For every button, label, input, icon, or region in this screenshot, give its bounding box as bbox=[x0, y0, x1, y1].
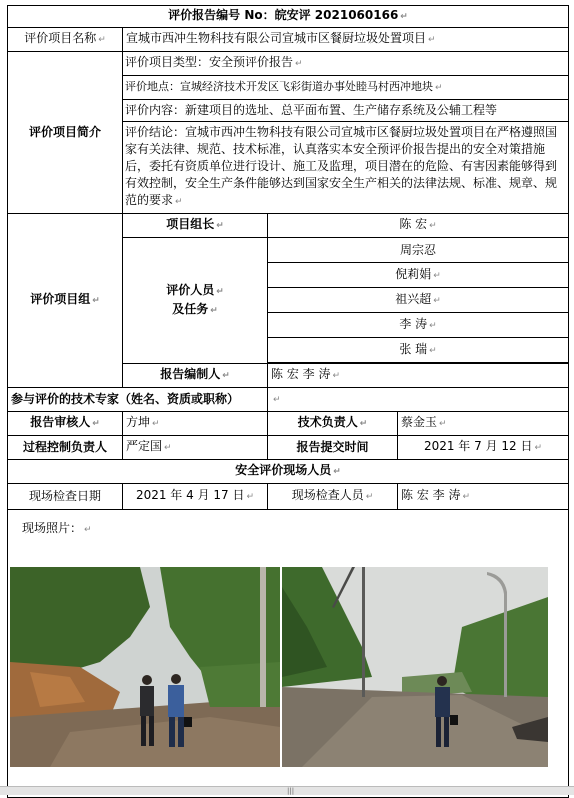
return-arrow-icon: ↵ bbox=[428, 35, 436, 45]
member-name: 张 瑞 ↵ bbox=[268, 338, 569, 363]
summary-content bbox=[123, 52, 569, 214]
return-arrow-icon: ↵ bbox=[534, 443, 543, 453]
site-photo-right bbox=[282, 567, 548, 767]
site-people: 陈 宏 李 涛 ↵ bbox=[398, 484, 569, 510]
return-arrow-icon: ↵ bbox=[359, 419, 368, 429]
reviewer-label: 报告审核人 ↵ bbox=[8, 412, 123, 436]
return-arrow-icon: ↵ bbox=[429, 221, 437, 231]
summary-type: 评价项目类型：安全预评价报告 ↵ bbox=[123, 52, 568, 76]
experts-value bbox=[268, 388, 569, 412]
summary-location: 评价地点：宣城经济技术开发区飞彩街道办事处睦马村西冲地块 ↵ bbox=[123, 76, 568, 100]
return-arrow-icon: ↵ bbox=[152, 419, 160, 429]
process-name: 严定国 ↵ bbox=[123, 436, 268, 460]
return-arrow-icon: ↵ bbox=[216, 221, 224, 231]
return-arrow-icon: ↵ bbox=[333, 467, 341, 477]
summary-scope: 评价内容：新建项目的选址、总平面布置、生产储存系统及公辅工程等 bbox=[123, 100, 568, 122]
summary-label: 评价项目简介 bbox=[8, 52, 123, 214]
return-arrow-icon: ↵ bbox=[210, 305, 218, 316]
return-arrow-icon: ↵ bbox=[222, 371, 230, 381]
reviewer-name: 方坤 ↵ bbox=[123, 412, 268, 436]
summary-conclusion: 评价结论：宣城市西冲生物科技有限公司宣城市区餐厨垃圾处置项目在严格遵照国家有关法律、规范、技术标准，认真落实本安全预评价报告提出的安全对策措施后，委托有资质单位进行设计、施工及监理，项目潜在的危险、有害因素能够得到有效控制，安全生产条件能够达到国家安全生产相关的法律法规、标准、规章、规范的要求 ↵ bbox=[125, 125, 558, 207]
experts-label: 参与评价的技术专家（姓名、资质或职称） bbox=[8, 388, 268, 412]
return-arrow-icon: ↵ bbox=[295, 59, 303, 69]
return-arrow-icon: ↵ bbox=[400, 12, 408, 22]
leader-name: 陈 宏 ↵ bbox=[268, 214, 569, 238]
return-arrow-icon: ↵ bbox=[246, 492, 255, 502]
editor-label: 报告编制人 ↵ bbox=[123, 364, 268, 388]
members-label: 评价人员 ↵ 及任务 ↵ bbox=[123, 238, 268, 364]
member-name: 李 涛 ↵ bbox=[268, 313, 569, 338]
photo-strip bbox=[22, 567, 554, 787]
site-photo-left-image bbox=[10, 567, 280, 767]
return-arrow-icon: ↵ bbox=[164, 443, 172, 453]
leader-label: 项目组长 ↵ bbox=[123, 214, 268, 238]
return-arrow-icon: ↵ bbox=[98, 35, 106, 45]
return-arrow-icon: ↵ bbox=[433, 295, 441, 306]
return-arrow-icon: ↵ bbox=[92, 296, 100, 306]
scroll-tick-icon: ||| bbox=[287, 787, 295, 795]
submit-date: 2021 年 7 月 12 日 ↵ bbox=[398, 436, 569, 460]
team-label: 评价项目组 ↵ bbox=[8, 214, 123, 388]
evaluation-info-table bbox=[7, 5, 569, 798]
return-arrow-icon: ↵ bbox=[435, 83, 443, 93]
return-arrow-icon: ↵ bbox=[433, 270, 441, 281]
return-arrow-icon: ↵ bbox=[92, 419, 100, 429]
return-arrow-icon: ↵ bbox=[365, 492, 374, 502]
project-name-label: 评价项目名称 ↵ bbox=[8, 28, 123, 52]
return-arrow-icon: ↵ bbox=[332, 371, 340, 381]
site-photo-right-image bbox=[282, 567, 548, 767]
tech-lead-name: 蔡金玉 ↵ bbox=[398, 412, 569, 436]
return-arrow-icon: ↵ bbox=[273, 395, 281, 405]
tech-lead-label: 技术负责人 ↵ bbox=[268, 412, 398, 436]
return-arrow-icon: ↵ bbox=[175, 197, 183, 207]
return-arrow-icon: ↵ bbox=[462, 492, 470, 502]
photos-label: 现场照片： ↵ bbox=[22, 521, 92, 535]
return-arrow-icon: ↵ bbox=[429, 320, 437, 331]
site-photo-left bbox=[10, 567, 280, 767]
site-photos-cell bbox=[8, 510, 569, 798]
project-name-value: 宣城市西冲生物科技有限公司宣城市区餐厨垃圾处置项目 ↵ bbox=[123, 28, 569, 52]
return-arrow-icon: ↵ bbox=[216, 286, 224, 297]
submit-label: 报告提交时间 bbox=[268, 436, 398, 460]
member-name: 周宗忍 bbox=[268, 238, 569, 263]
editor-names: 陈 宏 李 涛 ↵ bbox=[268, 364, 569, 388]
process-label: 过程控制负责人 bbox=[8, 436, 123, 460]
return-arrow-icon: ↵ bbox=[429, 345, 437, 356]
report-number: 评价报告编号 No：皖安评 2021060166 ↵ bbox=[8, 6, 569, 28]
site-title: 安全评价现场人员 ↵ bbox=[8, 460, 569, 484]
member-name: 倪莉娟 ↵ bbox=[268, 263, 569, 288]
site-date-label: 现场检查日期 bbox=[8, 484, 123, 510]
return-arrow-icon: ↵ bbox=[84, 525, 92, 535]
member-name: 祖兴超 ↵ bbox=[268, 288, 569, 313]
site-people-label: 现场检查人员 ↵ bbox=[268, 484, 398, 510]
site-date: 2021 年 4 月 17 日 ↵ bbox=[123, 484, 268, 510]
return-arrow-icon: ↵ bbox=[439, 419, 447, 429]
